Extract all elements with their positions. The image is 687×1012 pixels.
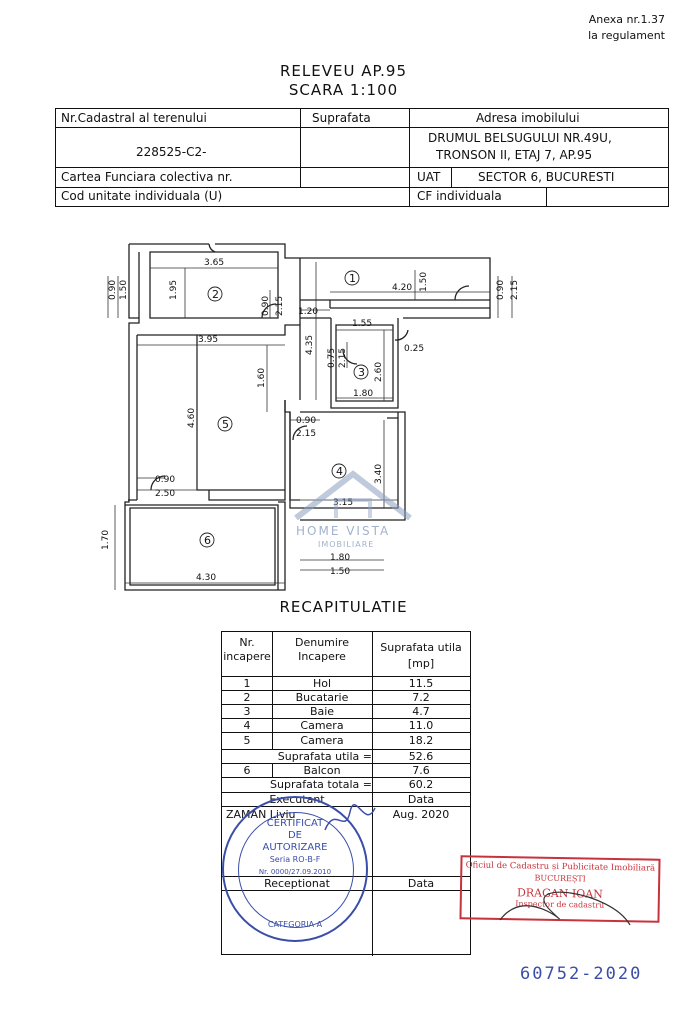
- dim-label: 0.90: [155, 475, 176, 485]
- dim-label: 2.60: [374, 361, 384, 382]
- dim-label: 0.90: [108, 279, 118, 300]
- dim-label: 1.80: [330, 553, 351, 563]
- recap-title: RECAPITULATIE: [279, 598, 408, 616]
- room-3-label: 3: [358, 366, 365, 379]
- receptionat-label: Receptionat: [264, 877, 330, 890]
- stamp-line: Seria RO-B-F: [269, 855, 321, 864]
- dim-label: 3.95: [198, 335, 219, 345]
- cod-unitate-label: Cod unitate individuala (U): [61, 189, 223, 203]
- dim-label: 1.95: [169, 279, 179, 300]
- dim-label: 1.50: [330, 567, 351, 577]
- dim-label: 2.15: [296, 429, 317, 439]
- cadastral-number: 228525-C2-: [136, 145, 207, 159]
- useful-area-label: Suprafata utila =: [277, 750, 372, 763]
- dim-label: 1.80: [353, 389, 374, 399]
- dim-label: 1.50: [419, 271, 429, 292]
- registration-number: 60752-2020: [520, 964, 643, 984]
- dim-label: 1.70: [101, 529, 111, 550]
- ocpi-line: Oficiul de Cadastru și Publicitate Imobiliară: [465, 860, 656, 874]
- home-vista-watermark: [278, 468, 428, 558]
- annex-line1: Anexa nr.1.37: [588, 13, 665, 26]
- document-scale: SCARA 1:100: [288, 81, 399, 99]
- dim-label: 3.65: [204, 258, 225, 268]
- address-line2: TRONSON II, ETAJ 7, AP.95: [436, 148, 593, 162]
- dim-label: 2.15: [275, 295, 285, 316]
- address-label: Adresa imobilului: [476, 111, 580, 125]
- dim-label: 0.75: [327, 347, 337, 368]
- dim-label: 0.25: [404, 344, 425, 354]
- executant-date: Aug. 2020: [392, 808, 450, 821]
- ocpi-line: Inspector de cadastru: [515, 899, 605, 910]
- room-5-label: 5: [222, 418, 229, 431]
- ocpi-line: DRAGAN IOAN: [516, 886, 603, 901]
- room-2-label: 2: [212, 288, 219, 301]
- header-nr: Nr. incapere: [223, 636, 271, 663]
- dim-label: 2.15: [338, 347, 348, 368]
- address-line1: DRUMUL BELSUGULUI NR.49U,: [428, 131, 612, 145]
- uat-value: SECTOR 6, BUCURESTI: [478, 170, 615, 184]
- watermark-brand: HOME VISTA: [296, 524, 391, 538]
- header-table: [55, 108, 669, 207]
- stamp-line: AUTORIZARE: [262, 842, 328, 853]
- header-name: Denumire Incapere: [294, 636, 349, 663]
- surface-label: Suprafata: [312, 111, 371, 125]
- house-logo-icon: [278, 468, 428, 520]
- stamp-ring-text: CATEGORIA A: [267, 920, 323, 929]
- dim-label: 0.90: [261, 295, 271, 316]
- dim-label: 1.50: [119, 279, 129, 300]
- stamp-line: CERTIFICAT: [266, 818, 324, 829]
- watermark-sub: IMOBILIARE: [318, 540, 375, 549]
- dim-label: 3.40: [374, 463, 384, 484]
- data-label-2: Data: [407, 877, 435, 890]
- stamp-line: DE: [287, 830, 303, 841]
- dim-label: 4.30: [196, 573, 217, 583]
- dim-label: 4.60: [187, 407, 197, 428]
- executant-name: ZAMAN Liviu: [226, 808, 296, 821]
- useful-area-value: 52.6: [408, 750, 434, 763]
- dim-label: 4.35: [305, 334, 315, 355]
- room-4-label: 4: [336, 465, 343, 478]
- data-label: Data: [407, 793, 435, 806]
- annex-note: [588, 12, 665, 44]
- cf-label: CF individuala: [417, 189, 502, 203]
- annex-line2: la regulament: [588, 29, 665, 42]
- cadastral-label: Nr.Cadastral al terenului: [61, 111, 207, 125]
- dim-label: 4.20: [392, 283, 413, 293]
- recap-table: Nr. incapere Denumire Incapere Suprafata utila [mp] 1 Hol 11.5 2 Bucatarie 7.2 3 Baie 4.7 4 Camera 11.0 5 Camera 18.2 Suprafata utila = 52.6 6 Balcon 7.6 Suprafata totala = 60.2 Executant Data ZAMAN Liviu Aug. 2020 Receptionat Data: [221, 631, 471, 955]
- stamp-line: Nr. 0000/27.09.2010: [258, 868, 332, 876]
- inspector-signature: [490, 870, 640, 940]
- ocpi-line: BUCUREȘTI: [534, 873, 586, 884]
- dim-label: 2.15: [510, 279, 520, 300]
- dim-label: 3.15: [333, 498, 354, 508]
- total-area-value: 60.2: [408, 778, 434, 791]
- signature-mark: [320, 800, 380, 840]
- room-1-label: 1: [349, 272, 356, 285]
- document-title: RELEVEU AP.95: [279, 62, 408, 80]
- dim-label: 0.90: [296, 416, 317, 426]
- carte-funciara-label: Cartea Funciara colectiva nr.: [61, 170, 233, 184]
- dim-label: 1.20: [298, 307, 319, 317]
- room-6-label: 6: [204, 534, 211, 547]
- uat-label: UAT: [417, 170, 441, 184]
- dim-label: 2.50: [155, 489, 176, 499]
- dim-label: 0.90: [496, 279, 506, 300]
- dim-label: 1.55: [352, 319, 373, 329]
- executant-label: Executant: [269, 793, 325, 806]
- header-area: Suprafata utila [mp]: [380, 641, 462, 670]
- dim-label: 1.60: [257, 367, 267, 388]
- total-area-label: Suprafata totala =: [270, 778, 372, 791]
